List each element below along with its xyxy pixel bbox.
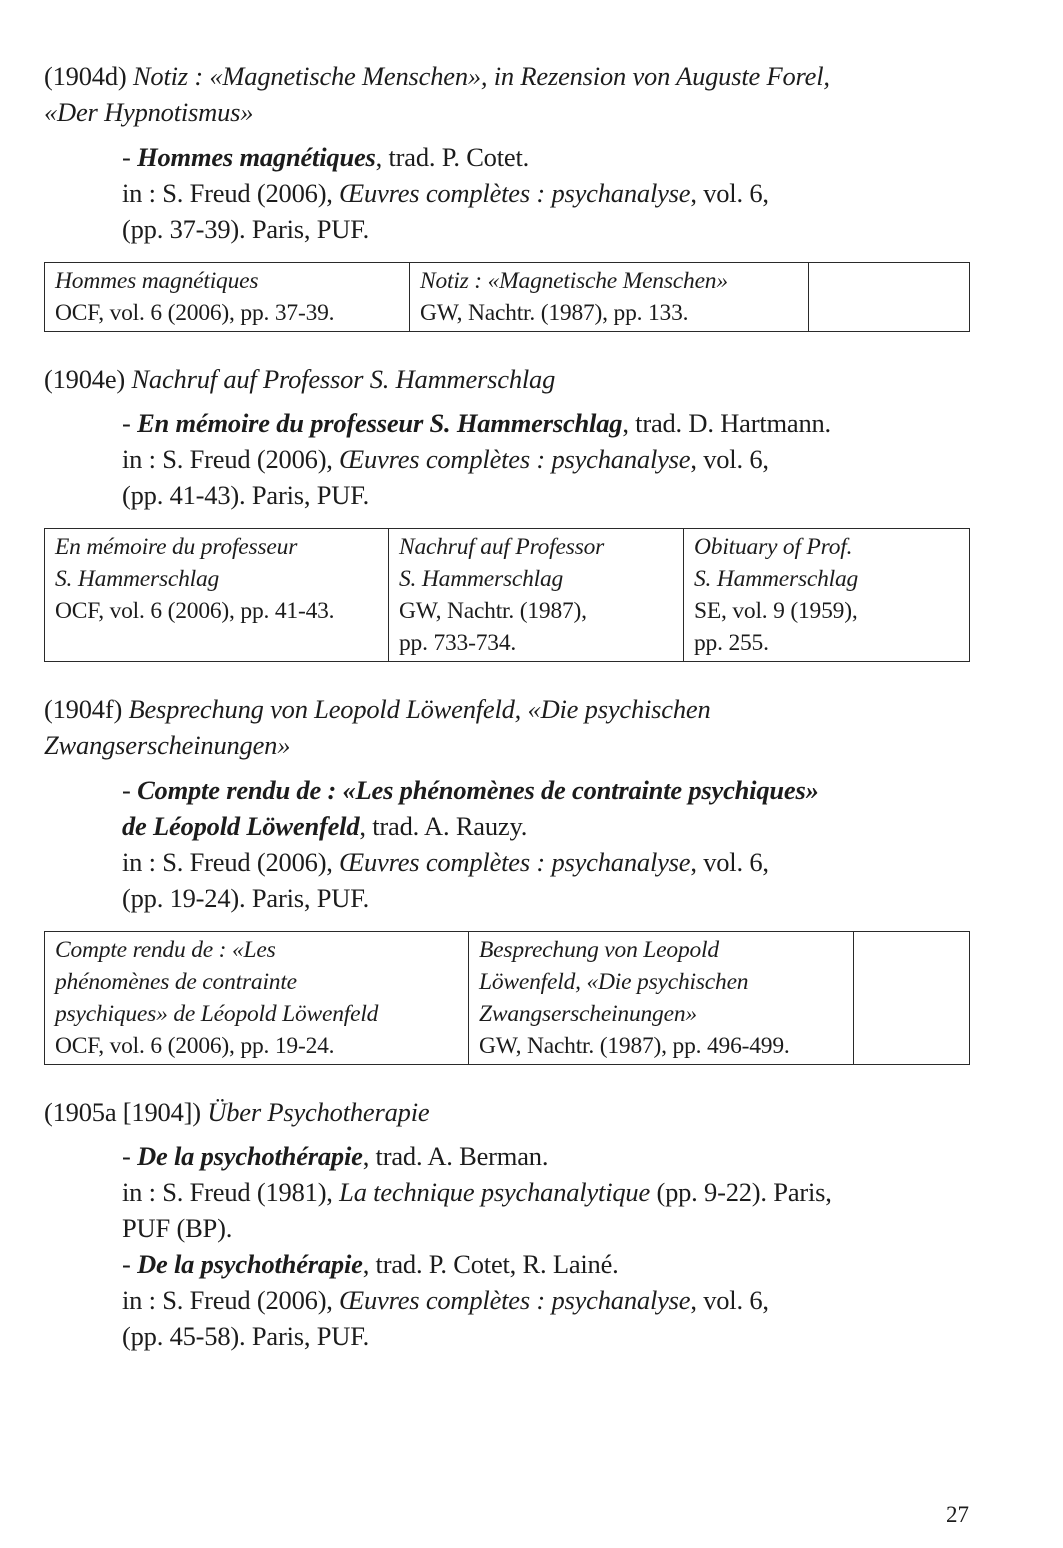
translator: , trad. D. Hartmann.: [622, 408, 831, 438]
translation-title-line: [122, 808, 972, 844]
cell-title: Compte rendu de : «Les: [55, 937, 276, 963]
cell-title: phénomènes de contrainte: [55, 969, 297, 995]
cell-title: Löwenfeld, «Die psychischen: [479, 969, 749, 995]
translator: , trad. P. Cotet, R. Lainé.: [362, 1249, 619, 1279]
table-cell-se-empty: [809, 263, 970, 332]
translation-title: Hommes magnétiques: [137, 142, 376, 172]
table-cell-ocf: [45, 263, 410, 332]
cell-title: Nachruf auf Professor: [399, 534, 605, 560]
entry-title: Notiz : «Magnetische Menschen», in Rezension von Auguste Forel,: [132, 61, 830, 91]
entry-heading-1904f: [44, 691, 974, 763]
translation-title-line: [122, 139, 972, 175]
translation-title: Compte rendu de : «Les phénomènes de contrainte psychiques»: [137, 775, 819, 805]
entry-code: (1904d): [44, 61, 133, 91]
entry-title: Nachruf auf Professor S. Hammerschlag: [131, 364, 556, 394]
entry-code: (1905a [1904]): [44, 1097, 208, 1127]
source-line: [122, 844, 972, 880]
cell-reference: SE, vol. 9 (1959),: [694, 598, 858, 624]
translation-title-continued: de Léopold Löwenfeld: [122, 811, 360, 841]
entry-title-continued: Zwangserscheinungen»: [44, 730, 291, 760]
translation-1904d: [122, 139, 972, 247]
source-prefix: in : S. Freud (2006),: [122, 178, 340, 208]
cell-title: Obituary of Prof.: [694, 534, 853, 560]
cell-title: Hommes magnétiques: [55, 268, 259, 294]
source-volume: , vol. 6,: [690, 847, 769, 877]
source-line: [122, 175, 972, 211]
source-volume: , vol. 6,: [690, 178, 769, 208]
source-line: [122, 441, 972, 477]
cell-reference: OCF, vol. 6 (2006), pp. 37-39.: [55, 300, 335, 326]
table-cell-gw: [410, 263, 809, 332]
translation-1905a-1: [122, 1138, 972, 1246]
cell-reference: OCF, vol. 6 (2006), pp. 19-24.: [55, 1033, 335, 1059]
table-cell-se-empty: [854, 932, 970, 1065]
entry-code: (1904e): [44, 364, 132, 394]
entry-heading-1904e: [44, 361, 974, 397]
source-volume: , vol. 6,: [690, 1285, 769, 1315]
translation-title-line: [122, 1138, 972, 1174]
entry-title-continued: «Der Hypnotismus»: [44, 97, 254, 127]
cell-title: S. Hammerschlag: [55, 566, 220, 592]
cell-title: Notiz : «Magnetische Menschen»: [420, 268, 728, 294]
source-book: Œuvres complètes : psychanalyse: [339, 178, 691, 208]
source-prefix: in : S. Freud (2006),: [122, 847, 340, 877]
entry-code: (1904f): [44, 694, 129, 724]
source-pages: (pp. 19-24). Paris, PUF.: [122, 883, 370, 913]
cell-reference: GW, Nachtr. (1987), pp. 133.: [420, 300, 689, 326]
source-pages-inline: (pp. 9-22). Paris,: [650, 1177, 832, 1207]
translation-title-line: [122, 772, 972, 808]
cell-title: Besprechung von Leopold: [479, 937, 719, 963]
page-number: 27: [946, 1502, 969, 1527]
translation-title: En mémoire du professeur S. Hammerschlag: [137, 408, 623, 438]
source-book: Œuvres complètes : psychanalyse: [339, 444, 691, 474]
cell-reference: GW, Nachtr. (1987),: [399, 598, 587, 624]
translation-title: De la psychothérapie: [137, 1141, 363, 1171]
table-row: [45, 529, 970, 662]
source-prefix: in : S. Freud (1981),: [122, 1177, 340, 1207]
entry-title: Besprechung von Leopold Löwenfeld, «Die psychischen: [128, 694, 711, 724]
cell-title: psychiques» de Léopold Löwenfeld: [55, 1001, 379, 1027]
cell-reference: GW, Nachtr. (1987), pp. 496-499.: [479, 1033, 790, 1059]
list-dash: -: [122, 1249, 138, 1279]
list-dash: -: [122, 1141, 138, 1171]
table-row: [45, 263, 970, 332]
reference-table-1904f: [44, 931, 970, 1065]
reference-table-1904e: [44, 528, 970, 662]
table-cell-ocf: [45, 932, 469, 1065]
translator: , trad. A. Berman.: [362, 1141, 549, 1171]
source-pages: (pp. 41-43). Paris, PUF.: [122, 480, 370, 510]
translation-1904e: [122, 405, 972, 513]
cell-title: S. Hammerschlag: [694, 566, 859, 592]
list-dash: -: [122, 775, 138, 805]
source-pages: (pp. 37-39). Paris, PUF.: [122, 214, 370, 244]
entry-heading-1905a: [44, 1094, 974, 1130]
translation-title: De la psychothérapie: [137, 1249, 363, 1279]
source-line: [122, 1282, 972, 1318]
source-pages: (pp. 45-58). Paris, PUF.: [122, 1321, 370, 1351]
translation-1904f: [122, 772, 972, 916]
reference-table-1904d: [44, 262, 970, 332]
source-publisher: PUF (BP).: [122, 1213, 233, 1243]
cell-title: Zwangserscheinungen»: [479, 1001, 697, 1027]
translator: , trad. P. Cotet.: [375, 142, 530, 172]
source-volume: , vol. 6,: [690, 444, 769, 474]
table-cell-gw: [389, 529, 684, 662]
cell-reference: pp. 733-734.: [399, 630, 517, 656]
translation-title-line: [122, 1246, 972, 1282]
cell-title: S. Hammerschlag: [399, 566, 564, 592]
translator: , trad. A. Rauzy.: [359, 811, 528, 841]
list-dash: -: [122, 142, 138, 172]
source-book: Œuvres complètes : psychanalyse: [339, 847, 691, 877]
translation-title-line: [122, 405, 972, 441]
source-prefix: in : S. Freud (2006),: [122, 1285, 340, 1315]
entry-title: Über Psychotherapie: [207, 1097, 430, 1127]
translation-1905a-2: [122, 1246, 972, 1354]
source-line: [122, 1174, 972, 1210]
cell-reference: pp. 255.: [694, 630, 769, 656]
source-book: Œuvres complètes : psychanalyse: [339, 1285, 691, 1315]
cell-title: En mémoire du professeur: [55, 534, 298, 560]
list-dash: -: [122, 408, 138, 438]
source-book: La technique psychanalytique: [339, 1177, 651, 1207]
table-cell-ocf: [45, 529, 389, 662]
table-cell-gw: [469, 932, 854, 1065]
table-cell-se: [684, 529, 970, 662]
table-row: [45, 932, 970, 1065]
cell-reference: OCF, vol. 6 (2006), pp. 41-43.: [55, 598, 335, 624]
source-prefix: in : S. Freud (2006),: [122, 444, 340, 474]
entry-heading-1904d: [44, 58, 974, 130]
